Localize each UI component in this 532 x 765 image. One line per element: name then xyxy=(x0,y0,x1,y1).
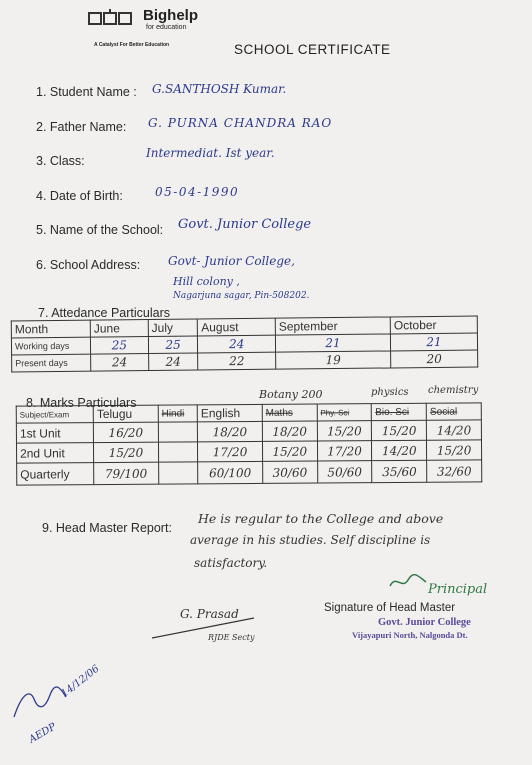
attendance-col-june: June xyxy=(90,320,148,338)
corner-signature-date: 14/12/06 xyxy=(59,663,102,700)
cell-value: 18/20 xyxy=(262,421,317,441)
school-name-label: 5. Name of the School: xyxy=(36,223,164,237)
class-label: 3. Class: xyxy=(36,154,85,168)
marks-row-quarterly xyxy=(17,460,482,485)
row-label: Quarterly xyxy=(17,463,94,486)
cell-value: 17/20 xyxy=(198,441,263,461)
attendance-col-july: July xyxy=(148,319,198,337)
signature-label: Signature of Head Master xyxy=(324,602,456,614)
attendance-row-present xyxy=(12,350,478,372)
attendance-col-october: October xyxy=(390,316,477,334)
report-line2: average in his studies. Self discipline is xyxy=(190,533,431,547)
attendance-col-month: Month xyxy=(11,320,90,338)
marks-heading: 8. Marks Particulars xyxy=(26,396,137,410)
left-signature-note: RJDE Secty xyxy=(208,633,255,642)
attendance-heading: 7. Attedance Particulars xyxy=(38,306,171,320)
row-label: 2nd Unit xyxy=(16,443,93,464)
student-name-label: 1. Student Name : xyxy=(36,85,137,99)
attendance-col-september: September xyxy=(275,317,390,335)
marks-col-physci: Phy. Sci xyxy=(317,404,372,421)
cell-value: 79/100 xyxy=(94,462,159,484)
cell-value: 20 xyxy=(391,350,478,368)
cell-value: 22 xyxy=(198,352,276,370)
brand-logo xyxy=(88,9,134,27)
cell-value: 15/20 xyxy=(93,442,158,462)
dob-value: 05-04-1990 xyxy=(155,185,240,199)
cell-value: 21 xyxy=(390,333,477,351)
cell-value: 30/60 xyxy=(262,461,317,483)
certificate-title: SCHOOL CERTIFICATE xyxy=(234,42,391,57)
book-icon xyxy=(88,9,134,27)
cell-value: 50/60 xyxy=(317,461,372,483)
school-address-line1: Govt- Junior College, xyxy=(168,254,295,268)
marks-extra-physics: physics xyxy=(371,387,409,398)
cell-value: 24 xyxy=(198,335,276,353)
row-label: Present days xyxy=(12,354,91,372)
attendance-table xyxy=(11,316,479,373)
attendance-col-august: August xyxy=(198,318,276,336)
class-value: Intermediat. Ist year. xyxy=(146,146,275,160)
cell-value: 15/20 xyxy=(427,440,482,460)
student-name-value: G.SANTHOSH Kumar. xyxy=(152,82,287,96)
school-address-line2: Hill colony , xyxy=(173,275,240,288)
cell-value: 14/20 xyxy=(372,440,427,460)
cell-value: 14/20 xyxy=(426,420,481,440)
father-name-label: 2. Father Name: xyxy=(36,120,127,134)
cell-value: 18/20 xyxy=(197,421,262,441)
cell-value: 16/20 xyxy=(93,422,158,442)
cell-value: 15/20 xyxy=(262,441,317,461)
marks-col-telugu: Telugu xyxy=(93,405,158,422)
cell-value: 32/60 xyxy=(427,460,482,482)
cell-value: 24 xyxy=(148,353,198,371)
report-line3: satisfactory. xyxy=(194,556,268,570)
cell-value: 25 xyxy=(90,337,148,355)
corner-note: AEDP xyxy=(27,721,59,746)
signature-stroke-icon xyxy=(150,612,260,642)
dob-label: 4. Date of Birth: xyxy=(36,189,123,203)
left-signature: G. Prasad xyxy=(180,607,239,621)
marks-table xyxy=(16,402,483,485)
marks-col-social: Social xyxy=(426,403,481,420)
marks-col-subject: Subject/Exam xyxy=(16,406,93,424)
cell-value: 17/20 xyxy=(317,441,372,461)
row-label: 1st Unit xyxy=(16,423,93,444)
report-line1: He is regular to the College and above xyxy=(198,511,444,526)
row-label: Working days xyxy=(11,337,90,355)
cell-value xyxy=(158,442,197,462)
marks-col-hindi: Hindi xyxy=(158,405,197,422)
cell-value: 21 xyxy=(275,334,390,352)
corner-signature-icon xyxy=(10,683,70,723)
college-stamp-address: Vijayapuri North, Nalgonda Dt. xyxy=(352,630,468,640)
school-address-label: 6. School Address: xyxy=(36,258,141,272)
marks-col-biosci: Bio. Sci xyxy=(372,403,427,420)
school-name-value: Govt. Junior College xyxy=(178,217,312,232)
father-name-value: G. PURNA CHANDRA RAO xyxy=(148,116,333,130)
cell-value: 60/100 xyxy=(198,461,263,483)
marks-extra-chemistry: chemistry xyxy=(428,385,479,396)
marks-col-maths: Maths xyxy=(262,404,317,421)
marks-extra-botany: Botany 200 xyxy=(259,388,323,401)
cell-value xyxy=(158,422,197,442)
cell-value: 25 xyxy=(148,336,198,354)
cell-value: 24 xyxy=(91,354,149,372)
cell-value xyxy=(158,462,197,484)
cell-value: 15/20 xyxy=(372,420,427,440)
brand-subtitle: for education xyxy=(146,24,187,31)
marks-col-english: English xyxy=(197,404,262,421)
report-label: 9. Head Master Report: xyxy=(42,521,172,535)
college-stamp: Govt. Junior College xyxy=(378,617,471,628)
tagline: A Catalyst For Better Education xyxy=(94,42,170,48)
cell-value: 15/20 xyxy=(317,421,372,441)
principal-signature: Principal xyxy=(428,582,488,597)
brand-name: Bighelp xyxy=(143,7,198,24)
cell-value: 19 xyxy=(276,351,391,369)
school-address-line3: Nagarjuna sagar, Pin-508202. xyxy=(173,291,310,301)
principal-scribble-icon xyxy=(388,572,428,592)
cell-value: 35/60 xyxy=(372,460,427,482)
